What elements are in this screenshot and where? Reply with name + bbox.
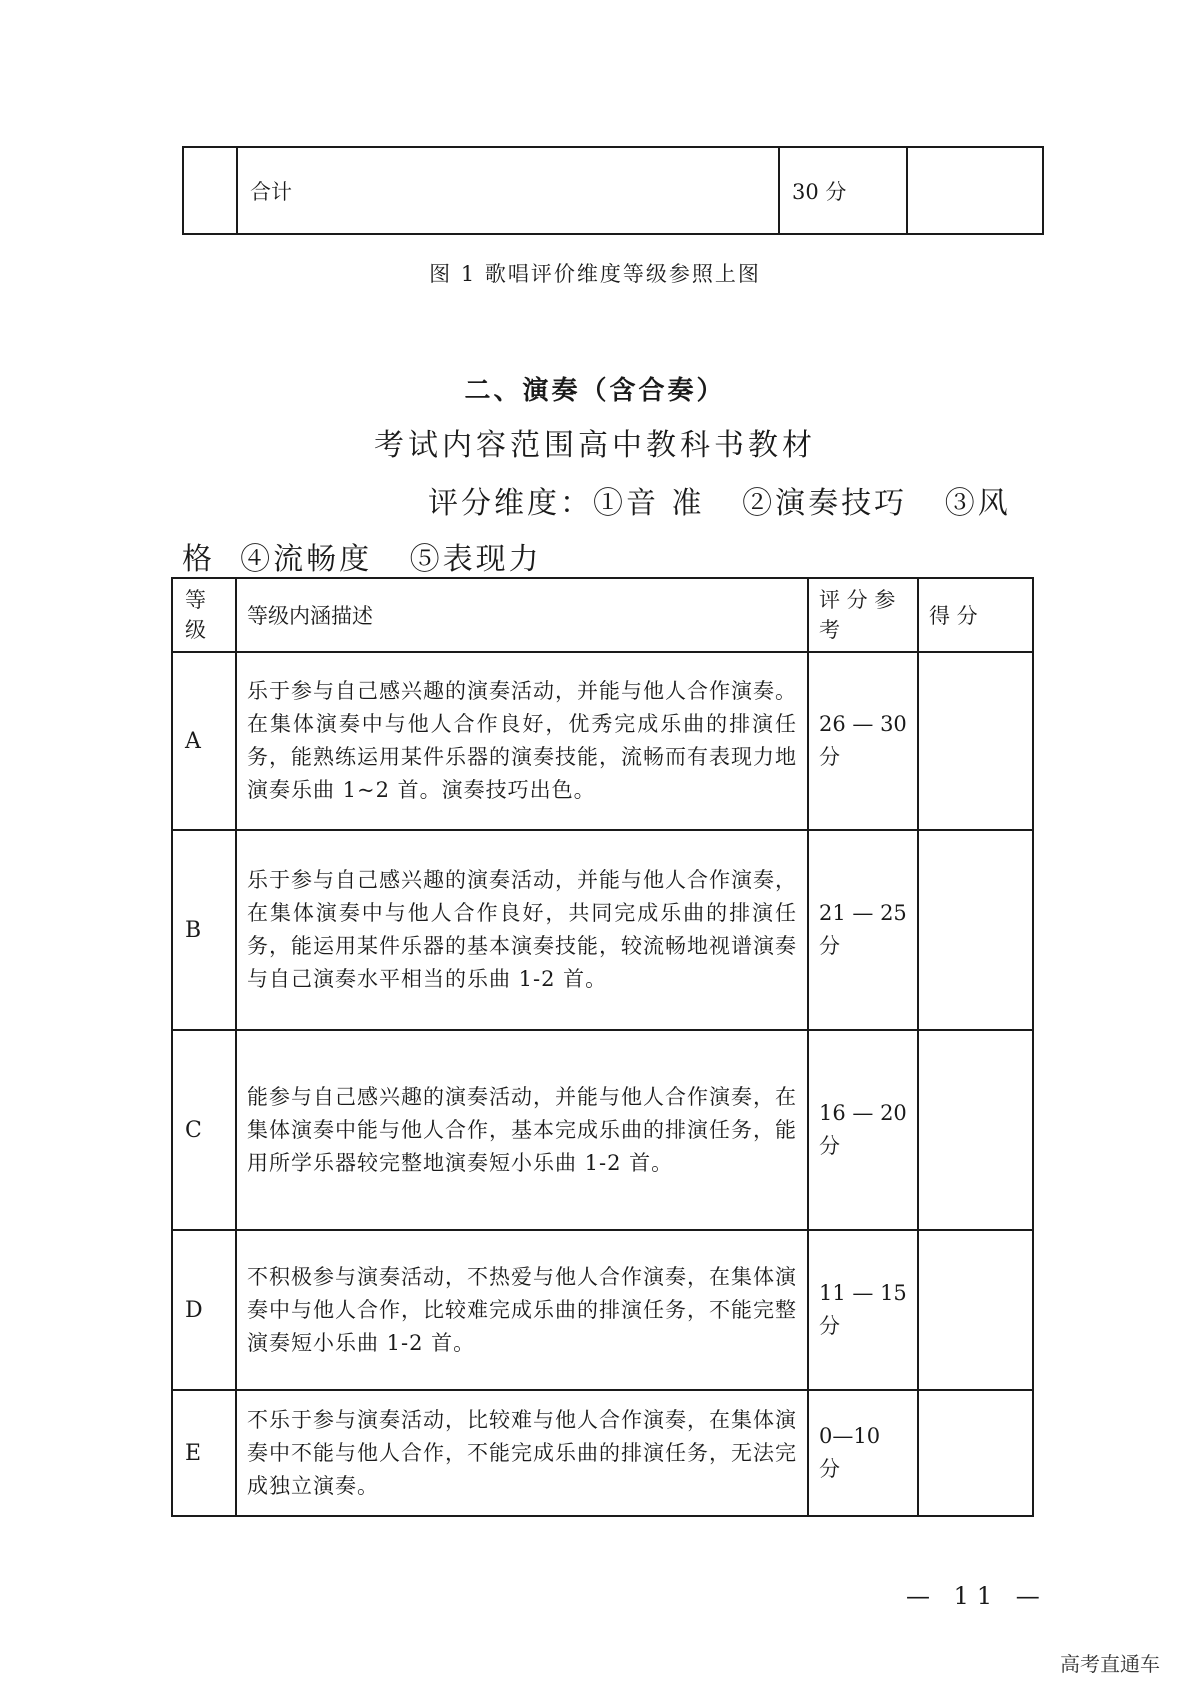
grade-score-cell xyxy=(918,1390,1033,1516)
total-points: 30 分 xyxy=(779,147,907,234)
grading-header-row xyxy=(172,578,1033,652)
grade-reference xyxy=(808,1230,918,1390)
grade-unit: 分 xyxy=(819,1314,840,1338)
grade-unit: 分 xyxy=(819,934,840,958)
grade-range: 16 — 20 xyxy=(819,1101,907,1125)
header-level-line1: 等 xyxy=(185,588,206,612)
table-row xyxy=(172,830,1033,1030)
grade-range: 11 — 15 xyxy=(819,1281,907,1305)
scoring-dimensions-line2: 格 ④流畅度 ⑤表现力 xyxy=(182,542,542,577)
header-level-line2: 级 xyxy=(185,618,206,642)
total-label: 合计 xyxy=(237,147,779,234)
grade-score-cell xyxy=(918,1030,1033,1230)
grade-description: 乐于参与自己感兴趣的演奏活动，并能与他人合作演奏，在集体演奏中与他人合作良好，共同完成乐曲的排演任务，能运用某件乐器的基本演奏技能，较流畅地视谱演奏与自己演奏水平相当的乐曲 1-2 首。 xyxy=(236,830,808,1030)
table-row xyxy=(172,1030,1033,1230)
grade-description: 能参与自己感兴趣的演奏活动，并能与他人合作演奏，在集体演奏中能与他人合作，基本完成乐曲的排演任务，能用所学乐器较完整地演奏短小乐曲 1-2 首。 xyxy=(236,1030,808,1230)
table-row xyxy=(172,652,1033,830)
grade-level: D xyxy=(172,1230,236,1390)
grade-reference xyxy=(808,652,918,830)
total-table xyxy=(182,146,1044,235)
header-description: 等级内涵描述 xyxy=(236,578,808,652)
grade-level: C xyxy=(172,1030,236,1230)
grade-reference xyxy=(808,1390,918,1516)
grade-score-cell xyxy=(918,1230,1033,1390)
grade-range: 26 — 30 xyxy=(819,712,907,736)
header-reference-line1: 评 分 参 xyxy=(819,588,896,612)
grade-score-cell xyxy=(918,652,1033,830)
grade-level: A xyxy=(172,652,236,830)
table-row xyxy=(172,1390,1033,1516)
grade-description: 不积极参与演奏活动，不热爱与他人合作演奏，在集体演奏中与他人合作，比较难完成乐曲的排演任务，不能完整演奏短小乐曲 1-2 首。 xyxy=(236,1230,808,1390)
scoring-dimensions-line1: 评分维度：①音 准 ②演奏技巧 ③风 xyxy=(428,486,1011,521)
grading-table xyxy=(171,577,1034,1517)
exam-scope: 考试内容范围高中教科书教材 xyxy=(374,428,816,463)
header-reference xyxy=(808,578,918,652)
grade-level: E xyxy=(172,1390,236,1516)
grade-unit: 分 xyxy=(819,1134,840,1158)
header-level xyxy=(172,578,236,652)
table-row xyxy=(172,1230,1033,1390)
total-empty-cell xyxy=(183,147,237,234)
grade-unit: 分 xyxy=(819,745,840,769)
grade-level: B xyxy=(172,830,236,1030)
grade-score-cell xyxy=(918,830,1033,1030)
section-title: 二、演奏（含合奏） xyxy=(464,376,726,406)
watermark: 高考直通车 xyxy=(1060,1652,1160,1676)
total-row xyxy=(183,147,1043,234)
grade-description: 不乐于参与演奏活动，比较难与他人合作演奏，在集体演奏中不能与他人合作，不能完成乐曲的排演任务，无法完成独立演奏。 xyxy=(236,1390,808,1516)
grade-description: 乐于参与自己感兴趣的演奏活动，并能与他人合作演奏。在集体演奏中与他人合作良好，优秀完成乐曲的排演任务，能熟练运用某件乐器的演奏技能，流畅而有表现力地演奏乐曲 1~2 首。演奏技巧出色。 xyxy=(236,652,808,830)
page-number: — 11 — xyxy=(906,1582,1048,1610)
grade-range: 0—10 分 xyxy=(819,1424,881,1481)
header-reference-line2: 考 xyxy=(819,618,840,642)
header-score: 得 分 xyxy=(918,578,1033,652)
grade-reference xyxy=(808,830,918,1030)
figure-caption: 图 1 歌唱评价维度等级参照上图 xyxy=(429,262,761,286)
total-score-cell xyxy=(907,147,1043,234)
grade-reference xyxy=(808,1030,918,1230)
grade-range: 21 — 25 xyxy=(819,901,907,925)
